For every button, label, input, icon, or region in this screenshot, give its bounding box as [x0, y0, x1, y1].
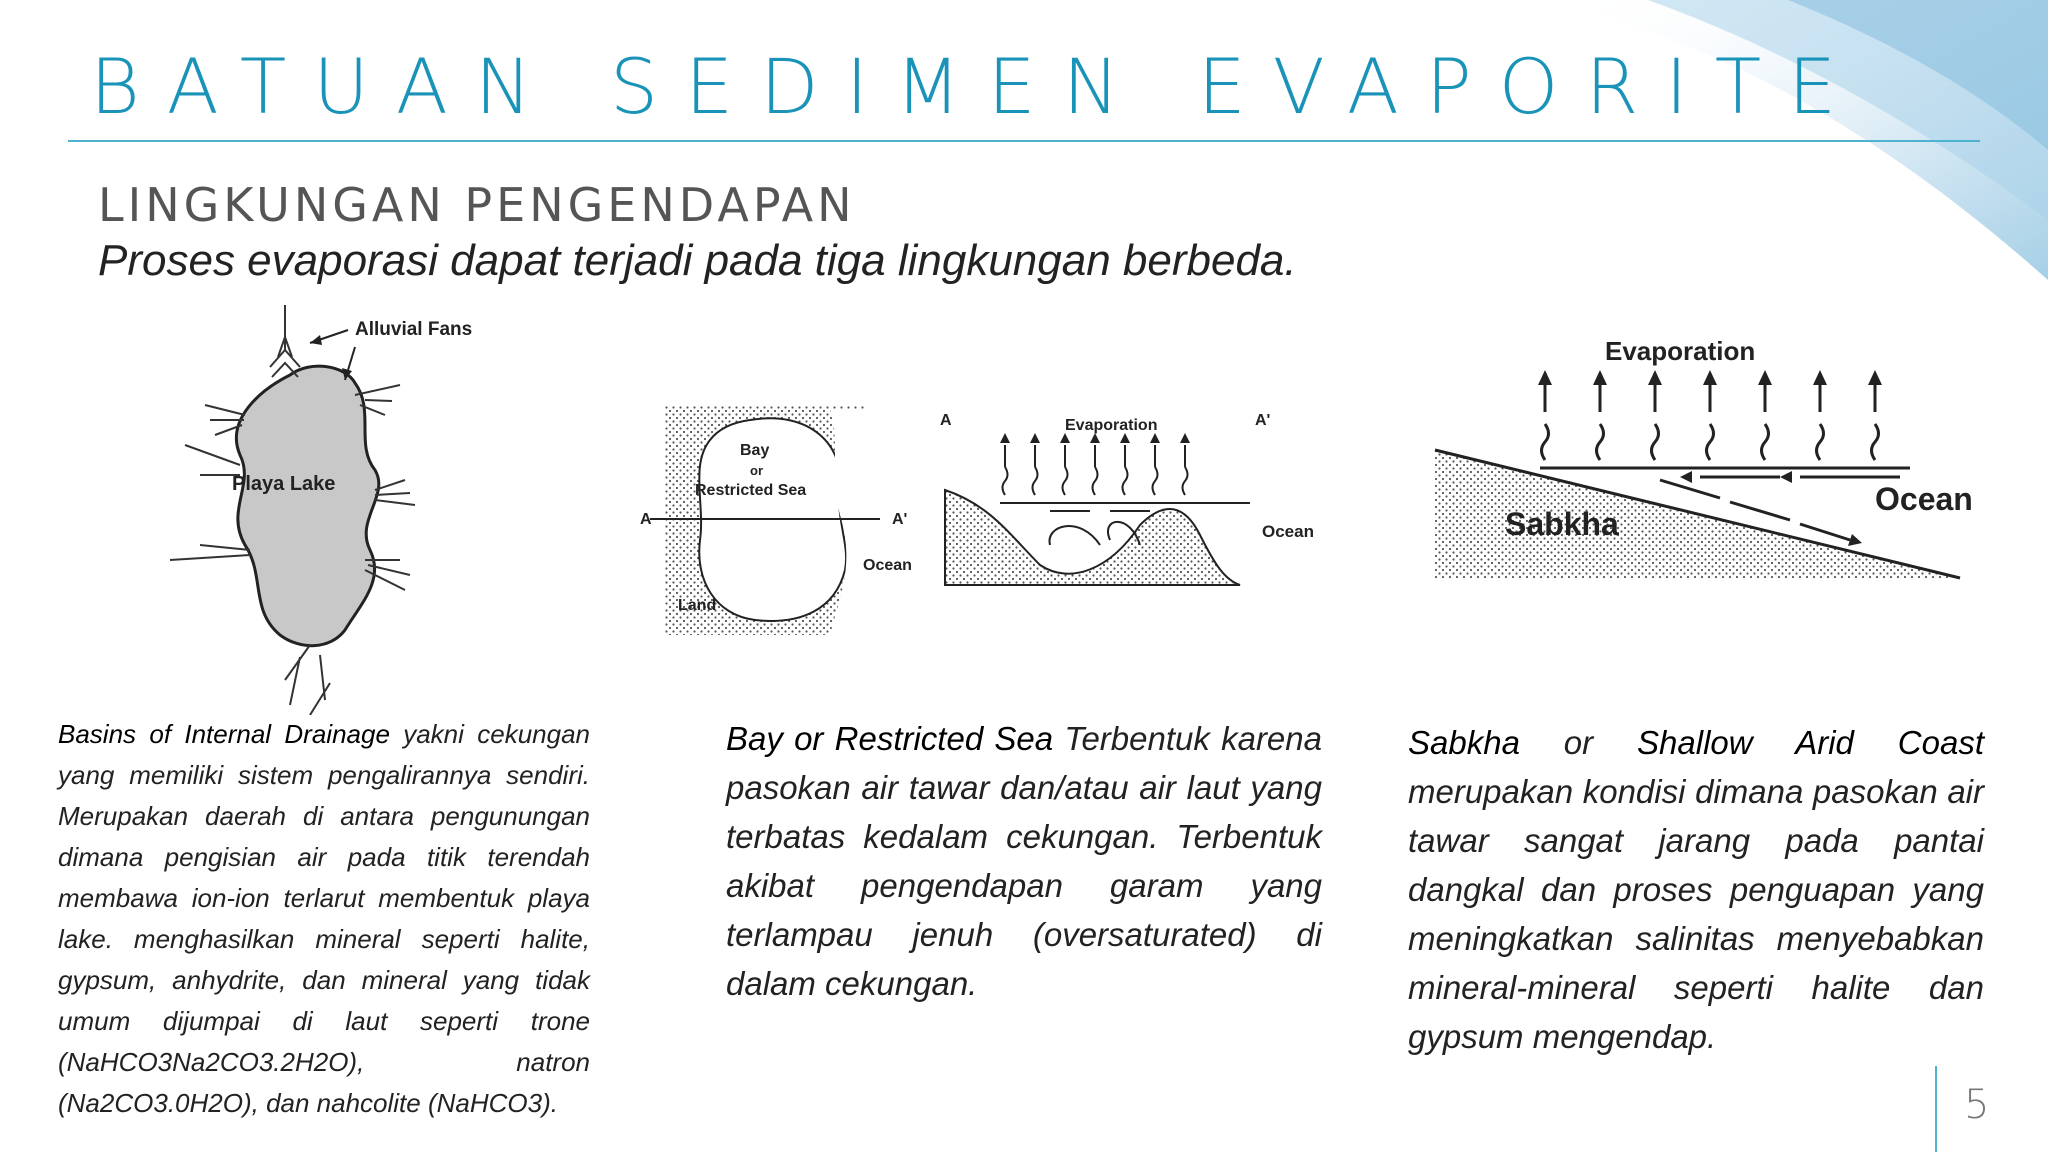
bay-or-label: or: [750, 463, 763, 478]
plan-a-label: A: [640, 511, 652, 528]
slide-subtitle: LINGKUNGAN PENGENDAPAN: [98, 178, 856, 232]
sabkha-text: merupakan kondisi dimana pasokan air tawar sangat jarang pada pantai dangkal dan proses penguapan yang meningkatkan salinitas menyebabkan mineral-mineral seperti halite dan gypsum mengendap.: [1408, 773, 1984, 1055]
plan-ocean-label: Ocean: [863, 557, 912, 574]
playa-lake-diagram: [160, 305, 500, 715]
lead-sentence: Proses evaporasi dapat terjadi pada tiga lingkungan berbeda.: [98, 236, 1297, 285]
basins-term: Basins of Internal Drainage: [58, 719, 390, 749]
section-evaporation-label: Evaporation: [1065, 417, 1158, 434]
land-label: Land: [678, 597, 717, 614]
sabkha-term: Sabkha: [1408, 724, 1520, 761]
plan-a-prime-label: A': [892, 511, 908, 528]
section-ocean-label: Ocean: [1262, 522, 1314, 541]
sabkha-diagram: [1420, 330, 1980, 595]
sabkha-description: [1408, 718, 1984, 1061]
sabkha-ocean-label: Ocean: [1875, 481, 1973, 517]
bay-text: Terbentuk karena pasokan air tawar dan/atau air laut yang terbatas kedalam cekungan. Terbentuk akibat pengendapan garam yang terlampau jenuh (oversaturated) di dalam cekungan.: [726, 720, 1322, 1002]
section-a-label: A: [940, 412, 952, 429]
bay-description: [726, 714, 1322, 1008]
shallow-arid-coast-term: Shallow Arid Coast: [1637, 724, 1984, 761]
sabkha-evaporation-label: Evaporation: [1605, 336, 1756, 366]
restricted-sea-label: Restricted Sea: [695, 482, 807, 499]
restricted-sea-diagram: [640, 395, 1330, 640]
basins-text: yakni cekungan yang memiliki sistem pengalirannya sendiri. Merupakan daerah di antara pengunungan dimana pengisian air pada titik terendah membawa ion-ion terlarut membentuk playa lake. menghasilkan mineral seperti halite, gypsum, anhydrite, dan mineral yang tidak umum dijumpai di laut seperti trone (NaHCO3Na2CO3.2H2O), natron (Na2CO3.0H2O), dan nahcolite (NaHCO3).: [58, 719, 590, 1118]
basins-description: [58, 714, 590, 1124]
title-divider: [68, 140, 1980, 142]
bay-label: Bay: [740, 442, 770, 459]
bay-term: Bay or Restricted Sea: [726, 720, 1054, 757]
slide-title: BATUAN SEDIMEN EVAPORITE: [90, 42, 1864, 131]
page-number-divider: [1935, 1066, 1937, 1152]
playa-alluvial-fans-label: Alluvial Fans: [355, 319, 473, 340]
sabkha-or: or: [1519, 724, 1638, 761]
section-a-prime-label: A': [1255, 412, 1271, 429]
page-number: 5: [1964, 1082, 1990, 1128]
playa-lake-label: Playa Lake: [232, 473, 336, 495]
sabkha-label: Sabkha: [1505, 506, 1619, 542]
